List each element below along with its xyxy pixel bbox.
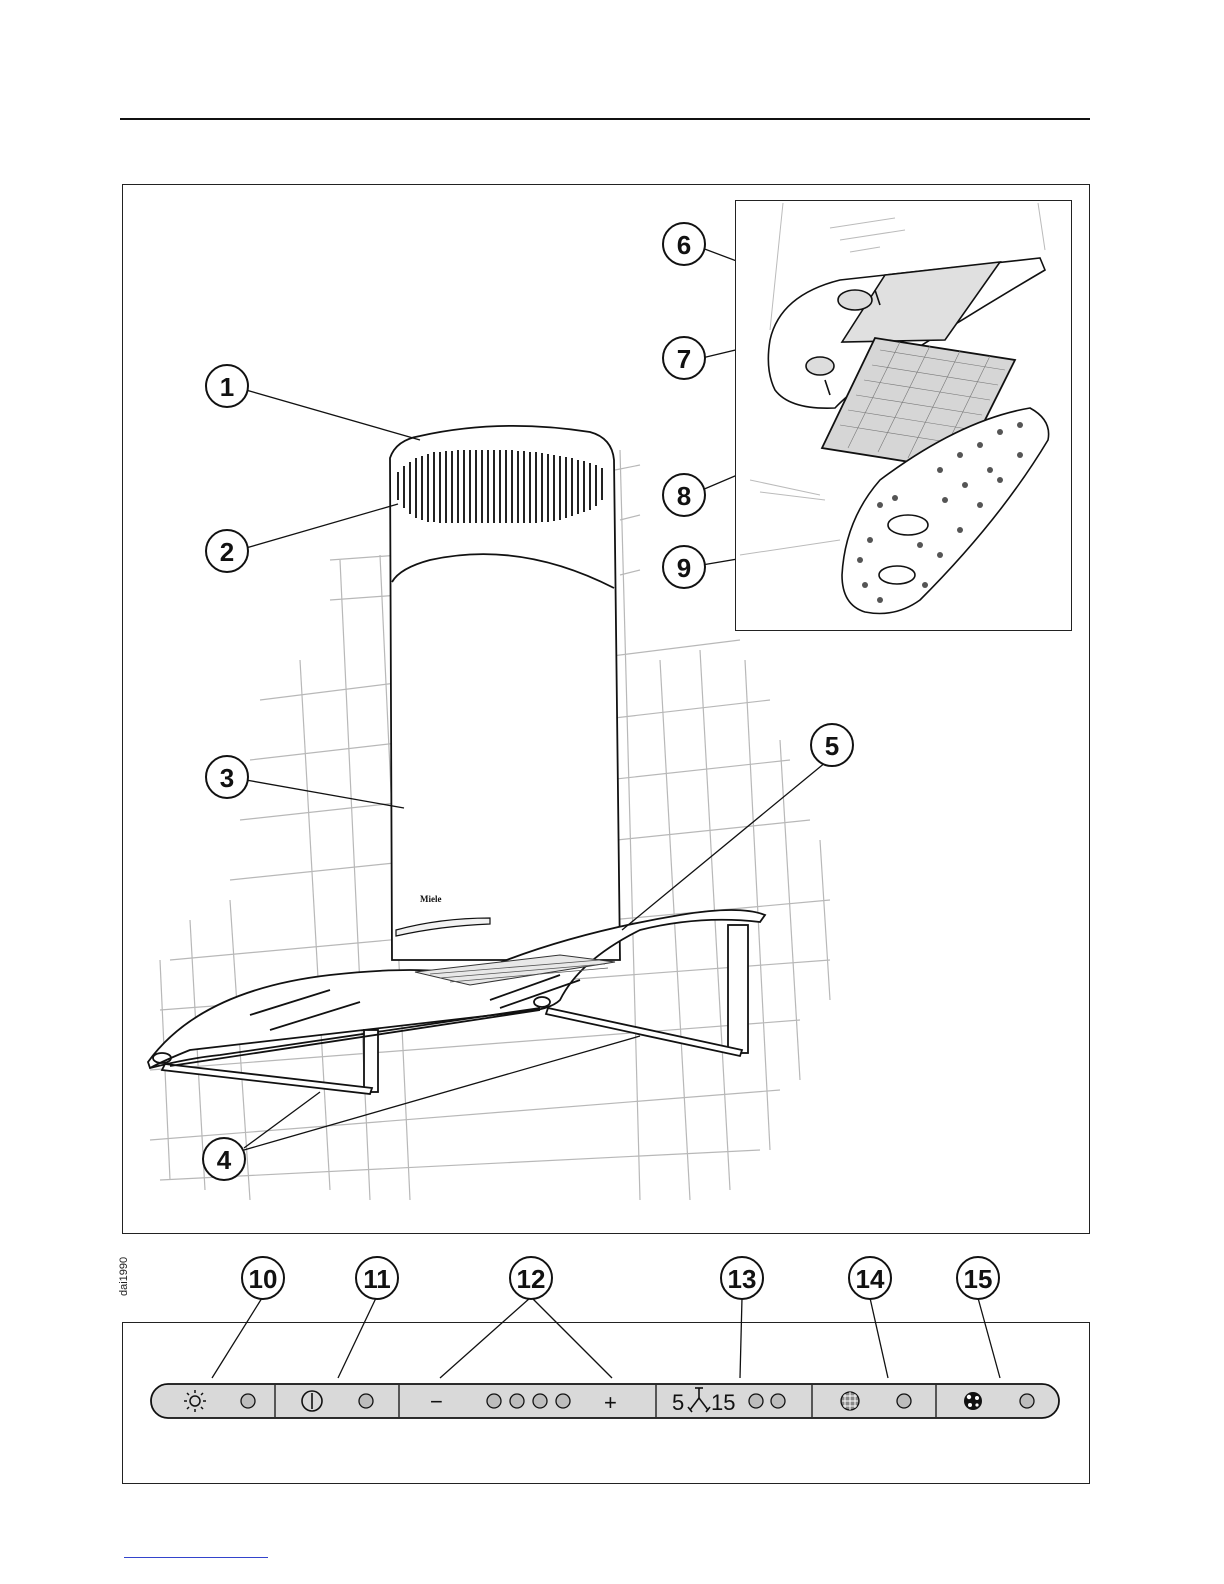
svg-text:14: 14 bbox=[855, 1264, 885, 1294]
svg-text:5: 5 bbox=[824, 731, 840, 761]
drawing-id: dai1990 bbox=[118, 1256, 130, 1296]
power-indicator bbox=[359, 1394, 373, 1408]
grease-filter-icon bbox=[841, 1392, 859, 1410]
svg-text:13: 13 bbox=[727, 1264, 757, 1294]
svg-text:9: 9 bbox=[676, 553, 692, 583]
svg-text:4: 4 bbox=[216, 1145, 232, 1175]
light-indicator bbox=[241, 1394, 255, 1408]
callout-12 bbox=[510, 1257, 552, 1299]
svg-text:1: 1 bbox=[219, 372, 235, 402]
timer-5-label: 5 bbox=[672, 1390, 685, 1415]
panel-leader-lines bbox=[212, 1298, 1000, 1378]
svg-text:7: 7 bbox=[676, 344, 692, 374]
svg-text:11: 11 bbox=[363, 1264, 391, 1294]
odour-filter-icon bbox=[964, 1392, 982, 1410]
fan-minus-button[interactable]: − bbox=[430, 1389, 443, 1414]
timer-15-indicator bbox=[771, 1394, 785, 1408]
svg-text:3: 3 bbox=[219, 763, 235, 793]
svg-text:15: 15 bbox=[963, 1264, 993, 1294]
svg-text:12: 12 bbox=[516, 1264, 546, 1294]
callout-10 bbox=[242, 1257, 284, 1299]
svg-text:6: 6 bbox=[676, 230, 692, 260]
callout-13 bbox=[721, 1257, 763, 1299]
odour-filter-indicator bbox=[1020, 1394, 1034, 1408]
fan-plus-button[interactable]: + bbox=[604, 1390, 617, 1415]
callout-11 bbox=[356, 1257, 398, 1299]
callout-14 bbox=[849, 1257, 891, 1299]
timer-15-label: 15 bbox=[711, 1390, 736, 1415]
svg-text:2: 2 bbox=[219, 537, 235, 567]
svg-text:8: 8 bbox=[676, 481, 692, 511]
svg-text:10: 10 bbox=[248, 1264, 278, 1294]
timer-5-indicator bbox=[749, 1394, 763, 1408]
footer-link-underline bbox=[124, 1557, 268, 1558]
callout-15 bbox=[957, 1257, 999, 1299]
brand-logo: Miele bbox=[420, 894, 442, 904]
grease-filter-indicator bbox=[897, 1394, 911, 1408]
